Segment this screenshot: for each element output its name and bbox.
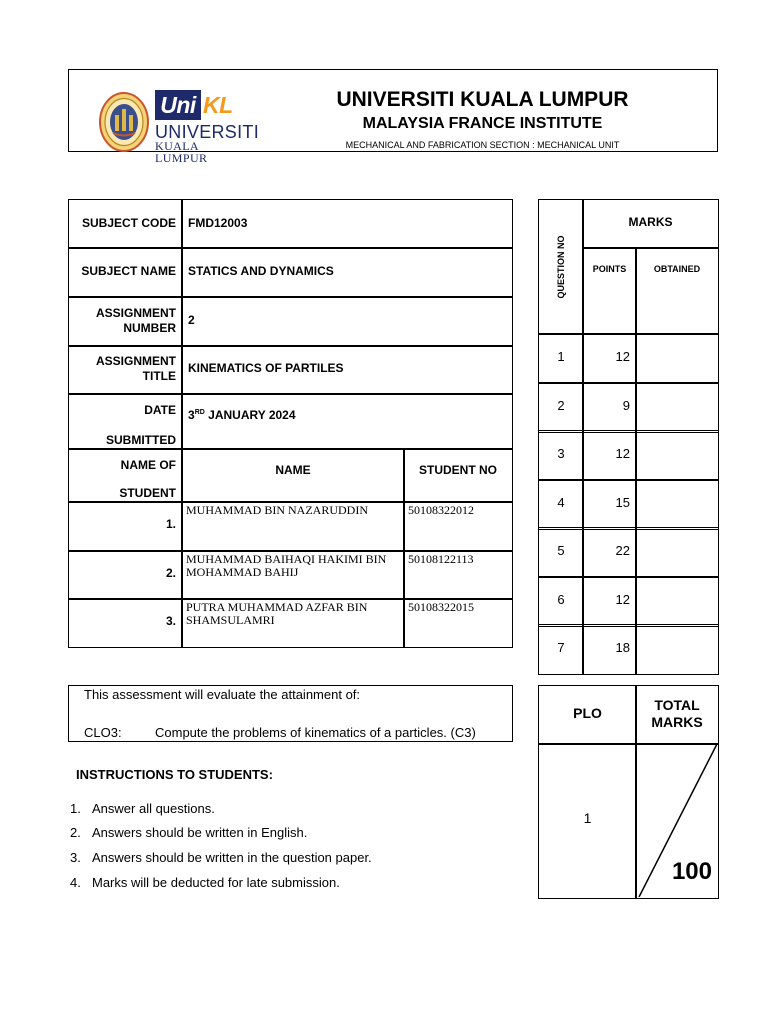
points-cell xyxy=(582,430,637,481)
obtained-cell[interactable] xyxy=(635,430,719,481)
assignment-title-value: KINEMATICS OF PARTILES xyxy=(188,361,344,375)
question-number: 7 xyxy=(557,640,565,655)
instruction-number: 1. xyxy=(70,801,81,816)
student-row-1-num-cell xyxy=(68,501,183,552)
subject-name-label-cell xyxy=(68,247,183,298)
instruction-number: 4. xyxy=(70,875,81,890)
instruction-number: 3. xyxy=(70,850,81,865)
instruction-text: Answers should be written in English. xyxy=(92,825,308,840)
question-number-cell xyxy=(538,576,584,627)
question-number-cell xyxy=(538,479,584,530)
subject-code-value-cell xyxy=(181,199,513,249)
plo-header-cell xyxy=(538,685,637,745)
points-value: 15 xyxy=(615,495,630,510)
obtained-cell[interactable] xyxy=(635,333,719,384)
points-header: POINTS xyxy=(592,264,627,274)
question-number: 6 xyxy=(557,592,565,607)
total-marks-value: 100 xyxy=(671,858,712,885)
university-name: UNIVERSITI KUALA LUMPUR xyxy=(336,88,629,111)
total-marks-value-cell xyxy=(635,743,719,899)
subject-code-label-cell xyxy=(68,199,183,249)
assessment-box xyxy=(68,685,513,742)
date-label-line1: DATE xyxy=(144,403,176,417)
student-row-2-name-cell xyxy=(181,550,405,600)
assignment-title-label-line2: TITLE xyxy=(142,369,176,383)
name-header: NAME xyxy=(275,463,311,477)
student-3-name: PUTRA MUHAMMAD AZFAR BIN SHAMSULAMRI xyxy=(186,600,368,627)
instruction-number: 2. xyxy=(70,825,81,840)
subject-name-value-cell xyxy=(181,247,513,298)
points-header-cell xyxy=(582,247,637,335)
obtained-header-cell xyxy=(635,247,719,335)
name-of-label-line2: STUDENT xyxy=(119,486,176,500)
logo-universiti-text: UNIVERSITI xyxy=(155,122,260,142)
total-header-line1: TOTAL xyxy=(654,697,700,713)
assignment-number-label-line1: ASSIGNMENT xyxy=(95,306,176,320)
student-no-header: STUDENT NO xyxy=(419,463,497,477)
points-value: 12 xyxy=(615,592,630,607)
obtained-header: OBTAINED xyxy=(653,264,701,274)
question-number: 2 xyxy=(557,398,565,413)
instruction-item xyxy=(70,825,307,840)
student-row-2-num-cell xyxy=(68,550,183,600)
subject-code-label: SUBJECT CODE xyxy=(81,216,176,230)
points-value: 18 xyxy=(615,640,630,655)
question-number-cell xyxy=(538,624,584,675)
question-number: 1 xyxy=(557,349,565,364)
date-submitted-label-cell xyxy=(68,393,183,450)
instruction-text: Answers should be written in the question paper. xyxy=(92,850,372,865)
assignment-number-value: 2 xyxy=(188,313,195,327)
points-cell xyxy=(582,527,637,578)
question-number: 5 xyxy=(557,543,565,558)
question-number-cell xyxy=(538,382,584,433)
points-cell xyxy=(582,624,637,675)
question-number-cell xyxy=(538,527,584,578)
plo-value-cell xyxy=(538,743,637,899)
subject-code-value: FMD12003 xyxy=(188,216,248,230)
question-number: 3 xyxy=(557,446,565,461)
date-label-line2: SUBMITTED xyxy=(106,433,176,447)
obtained-cell[interactable] xyxy=(635,624,719,675)
clo-code: CLO3: xyxy=(84,725,122,740)
instruction-text: Marks will be deducted for late submission. xyxy=(92,875,340,890)
student-row-1-id-cell xyxy=(403,501,513,552)
student-row-1-name-cell xyxy=(181,501,405,552)
points-cell xyxy=(582,576,637,627)
subject-name-value: STATICS AND DYNAMICS xyxy=(188,264,334,278)
student-2-id: 50108122113 xyxy=(408,552,474,566)
student-1-id: 50108322012 xyxy=(408,503,474,517)
question-number: 4 xyxy=(557,495,565,510)
plo-header: PLO xyxy=(573,705,602,721)
points-value: 12 xyxy=(615,349,630,364)
date-suffix: RD xyxy=(194,409,205,416)
student-row-3-name-cell xyxy=(181,598,405,648)
total-header-line2: MARKS xyxy=(651,714,703,730)
instruction-item xyxy=(70,850,372,865)
instruction-text: Answer all questions. xyxy=(92,801,215,816)
marks-header: MARKS xyxy=(628,215,673,229)
unikl-logo xyxy=(155,90,260,165)
student-no-header-cell xyxy=(403,448,513,503)
question-no-header: QUESTION NO xyxy=(556,235,566,299)
points-value: 9 xyxy=(622,398,630,413)
assessment-intro: This assessment will evaluate the attainment of: xyxy=(84,687,361,702)
instruction-item xyxy=(70,875,340,890)
institute-name: MALAYSIA FRANCE INSTITUTE xyxy=(362,115,603,132)
obtained-cell[interactable] xyxy=(635,576,719,627)
assignment-title-value-cell xyxy=(181,345,513,395)
assignment-title-label-line1: ASSIGNMENT xyxy=(95,354,176,368)
student-3-id: 50108322015 xyxy=(408,600,474,614)
assignment-number-value-cell xyxy=(181,296,513,347)
points-cell xyxy=(582,333,637,384)
instruction-item xyxy=(70,801,215,816)
points-cell xyxy=(582,479,637,530)
obtained-cell[interactable] xyxy=(635,527,719,578)
assignment-title-label-cell xyxy=(68,345,183,395)
question-no-header-cell xyxy=(538,199,584,335)
name-of-label-line1: NAME OF xyxy=(120,458,176,472)
points-value: 22 xyxy=(615,543,630,558)
date-rest: JANUARY 2024 xyxy=(204,408,296,422)
plo-value: 1 xyxy=(583,810,592,826)
student-2-name: MUHAMMAD BAIHAQI HAKIMI BIN MOHAMMAD BAHIJ xyxy=(186,552,387,579)
points-value: 12 xyxy=(615,446,630,461)
marks-header-cell xyxy=(582,199,719,249)
total-marks-header-cell xyxy=(635,685,719,745)
name-header-cell xyxy=(181,448,405,503)
logo-kuala-lumpur-text: KUALA LUMPUR xyxy=(155,139,208,165)
logo-kl-text: KL xyxy=(203,92,233,118)
student-row-2-id-cell xyxy=(403,550,513,600)
assignment-number-label-cell xyxy=(68,296,183,347)
question-number-cell xyxy=(538,333,584,384)
university-seal-logo xyxy=(98,91,150,153)
instructions-title: INSTRUCTIONS TO STUDENTS: xyxy=(76,767,273,782)
points-cell xyxy=(582,382,637,433)
assignment-number-label-line2: NUMBER xyxy=(123,321,176,335)
student-row-3-num-cell xyxy=(68,598,183,648)
name-of-student-label-cell xyxy=(68,448,183,503)
subject-name-label: SUBJECT NAME xyxy=(81,264,176,278)
question-number-cell xyxy=(538,430,584,481)
student-2-num: 2. xyxy=(165,566,176,580)
obtained-cell[interactable] xyxy=(635,479,719,530)
date-submitted-value-cell xyxy=(181,393,513,450)
student-1-num: 1. xyxy=(165,517,176,531)
obtained-cell[interactable] xyxy=(635,382,719,433)
logo-uni-text: Uni xyxy=(155,90,201,120)
student-3-num: 3. xyxy=(165,614,176,628)
section-name: MECHANICAL AND FABRICATION SECTION : MECHANICAL UNIT xyxy=(345,140,620,150)
student-row-3-id-cell xyxy=(403,598,513,648)
clo-text: Compute the problems of kinematics of a particles. (C3) xyxy=(155,725,476,740)
date-day: 3 xyxy=(188,408,195,422)
student-1-name: MUHAMMAD BIN NAZARUDDIN xyxy=(186,503,368,517)
